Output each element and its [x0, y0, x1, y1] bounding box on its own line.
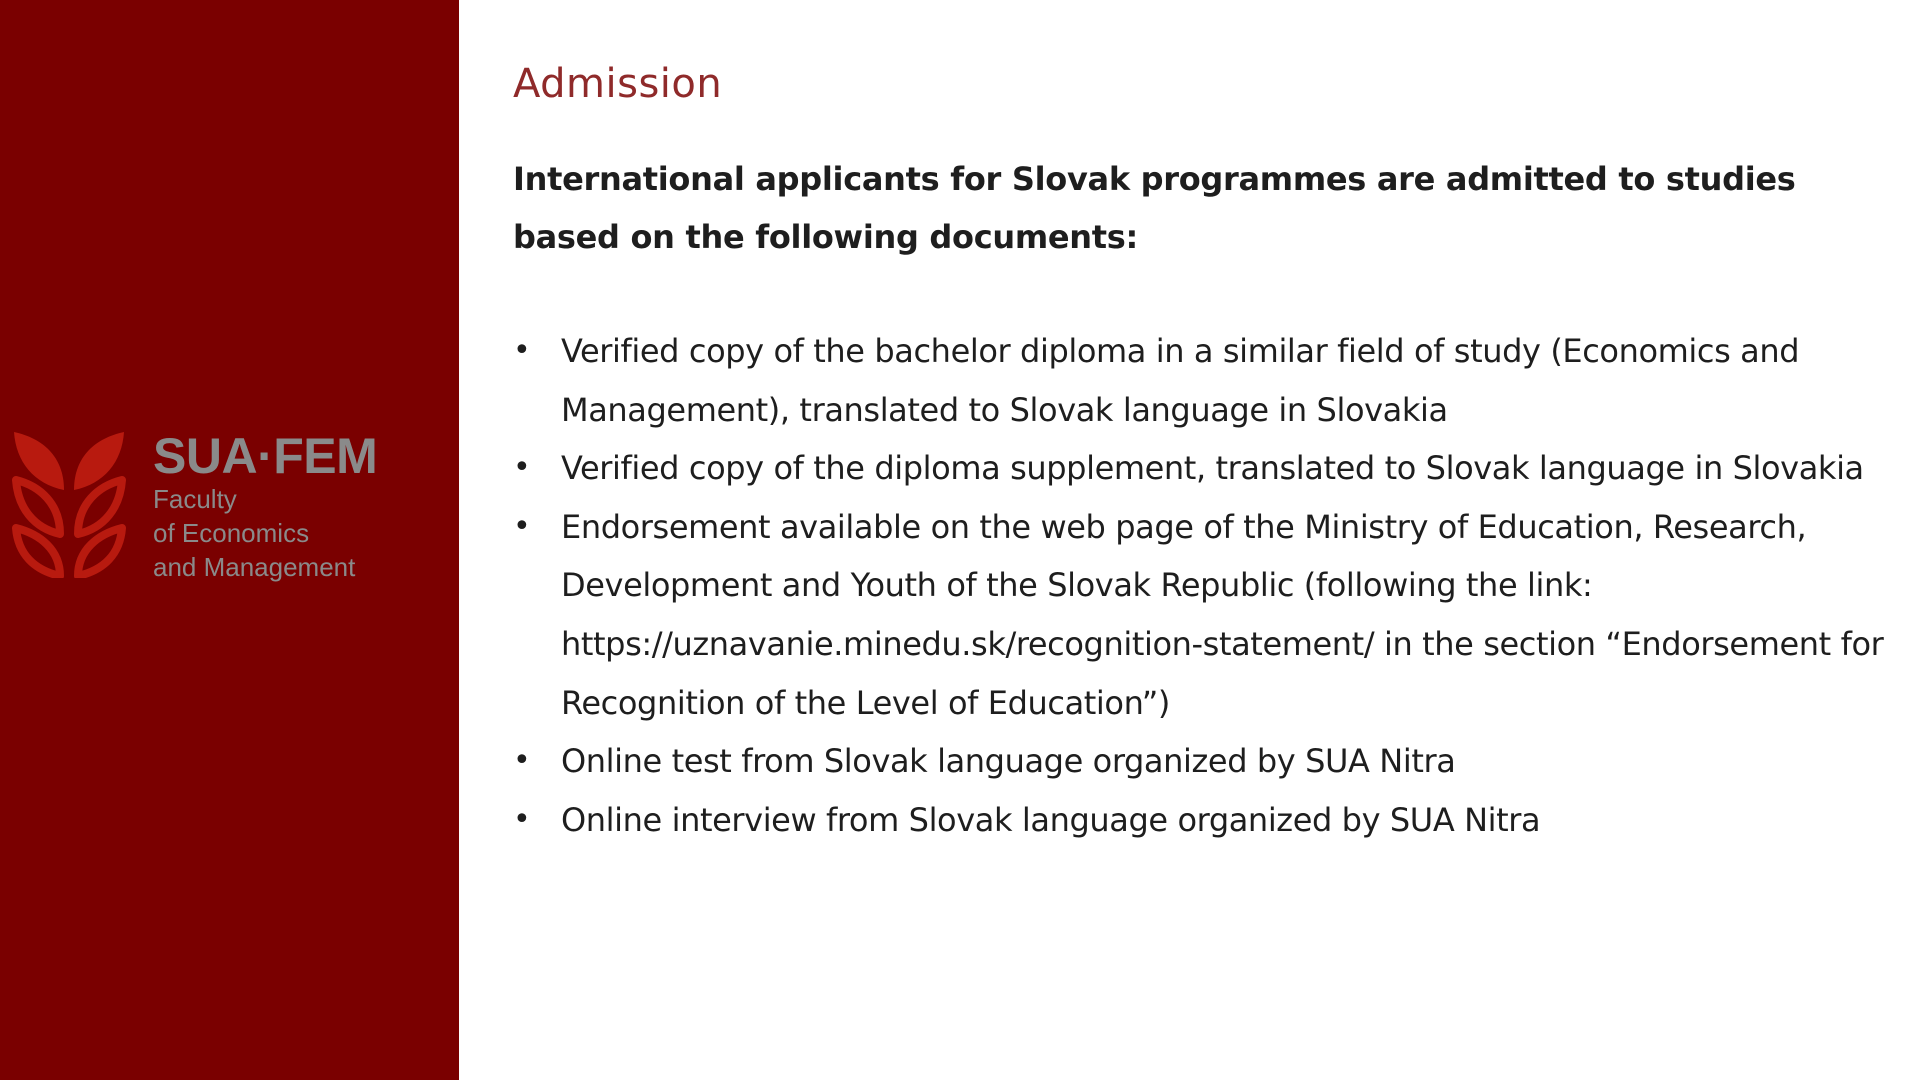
bullet-icon: • — [513, 508, 531, 544]
list-item-text: Endorsement available on the web page of the Ministry of Education, Research, Development and Youth of the Slovak Republic (following the link: https://uznavanie.minedu.sk/recognition-statement/ in the section “Endorsement for Recognition of the Level of Education”) — [561, 507, 1884, 722]
logo-text — [153, 430, 377, 584]
faculty-logo — [12, 430, 392, 590]
list-item-bachelor-diploma — [513, 322, 1913, 439]
bullet-icon: • — [513, 450, 531, 486]
main-content — [513, 56, 1913, 849]
logo-title: SUA·FEM — [153, 428, 378, 484]
bullet-icon: • — [513, 743, 531, 779]
list-item-online-interview — [513, 791, 1913, 850]
wheat-leaves-icon — [12, 432, 126, 578]
logo-line-faculty: Faculty — [153, 484, 237, 514]
list-item-text: Online test from Slovak language organized by SUA Nitra — [561, 742, 1456, 781]
logo-line-economics: of Economics — [153, 518, 310, 548]
list-item-text: Online interview from Slovak language organized by SUA Nitra — [561, 800, 1541, 839]
list-item-online-test — [513, 732, 1913, 791]
page-title: Admission — [513, 61, 723, 107]
bullet-icon: • — [513, 801, 531, 837]
sidebar-panel — [0, 0, 459, 1080]
bullet-icon: • — [513, 333, 531, 368]
intro-text: International applicants for Slovak programmes are admitted to studies based on the following documents: — [513, 160, 1796, 256]
list-item-endorsement — [513, 498, 1913, 732]
list-item-text: Verified copy of the bachelor diploma in a similar field of study (Economics and Management), translated to Slovak language in Slovakia — [561, 332, 1800, 429]
required-documents-list — [513, 322, 1913, 849]
logo-line-management: and Management — [153, 552, 356, 582]
list-item-text: Verified copy of the diploma supplement, translated to Slovak language in Slovakia — [561, 449, 1864, 488]
list-item-diploma-supplement — [513, 439, 1913, 498]
